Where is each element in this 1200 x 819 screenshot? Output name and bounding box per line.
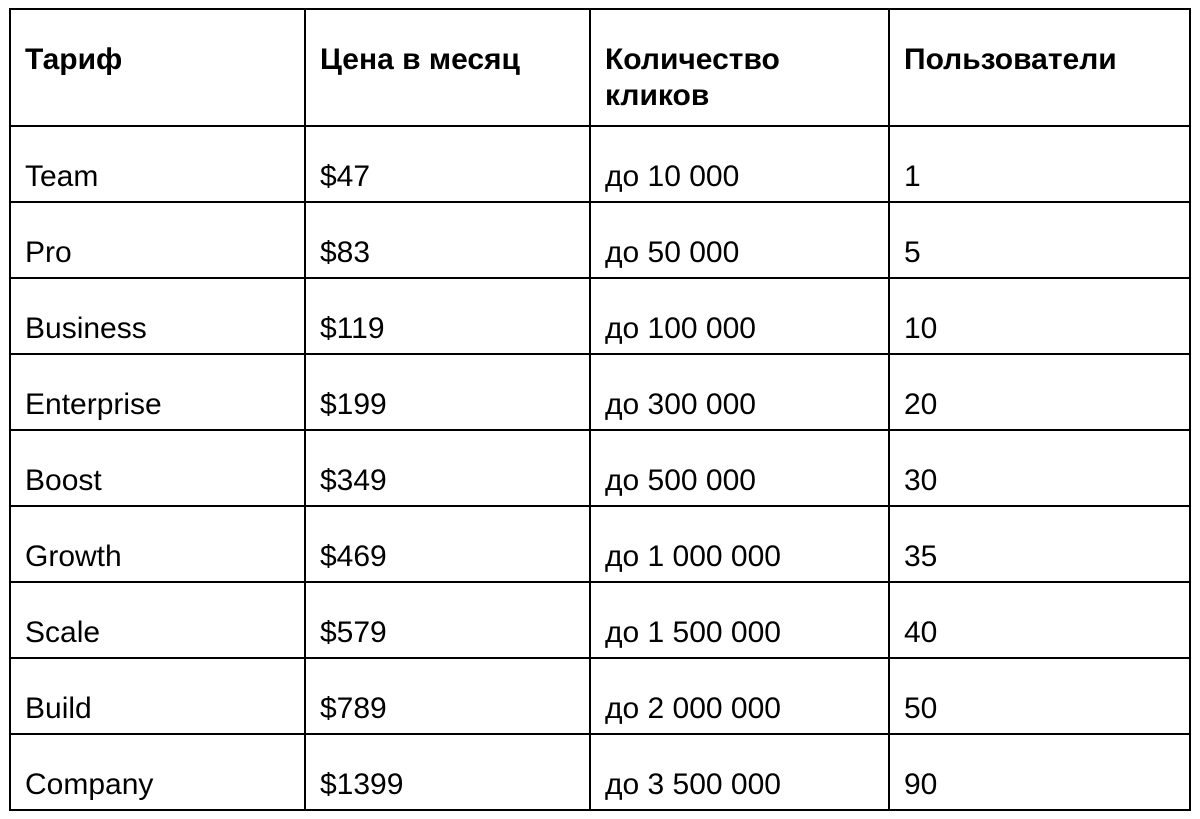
cell-price: $579 <box>305 582 590 658</box>
header-plan: Тариф <box>10 9 305 126</box>
cell-price: $789 <box>305 658 590 734</box>
cell-plan: Enterprise <box>10 354 305 430</box>
cell-clicks: до 500 000 <box>590 430 889 506</box>
header-clicks: Количество кликов <box>590 9 889 126</box>
cell-clicks: до 1 500 000 <box>590 582 889 658</box>
table-row <box>10 278 1190 354</box>
cell-users: 30 <box>889 430 1190 506</box>
cell-users: 50 <box>889 658 1190 734</box>
pricing-table <box>9 8 1191 811</box>
cell-price: $119 <box>305 278 590 354</box>
table-row <box>10 582 1190 658</box>
cell-price: $199 <box>305 354 590 430</box>
cell-plan: Company <box>10 734 305 810</box>
cell-price: $47 <box>305 126 590 202</box>
table-row <box>10 658 1190 734</box>
cell-clicks: до 50 000 <box>590 202 889 278</box>
table-row <box>10 126 1190 202</box>
cell-plan: Team <box>10 126 305 202</box>
cell-plan: Scale <box>10 582 305 658</box>
cell-plan: Business <box>10 278 305 354</box>
cell-clicks: до 1 000 000 <box>590 506 889 582</box>
cell-users: 1 <box>889 126 1190 202</box>
cell-clicks: до 2 000 000 <box>590 658 889 734</box>
table-row <box>10 430 1190 506</box>
cell-plan: Build <box>10 658 305 734</box>
cell-price: $1399 <box>305 734 590 810</box>
cell-users: 10 <box>889 278 1190 354</box>
cell-price: $349 <box>305 430 590 506</box>
cell-price: $469 <box>305 506 590 582</box>
cell-users: 20 <box>889 354 1190 430</box>
cell-users: 35 <box>889 506 1190 582</box>
cell-users: 90 <box>889 734 1190 810</box>
cell-price: $83 <box>305 202 590 278</box>
table-row <box>10 506 1190 582</box>
cell-plan: Pro <box>10 202 305 278</box>
header-price: Цена в месяц <box>305 9 590 126</box>
pricing-table-container <box>9 8 1189 812</box>
cell-users: 5 <box>889 202 1190 278</box>
cell-clicks: до 300 000 <box>590 354 889 430</box>
cell-clicks: до 3 500 000 <box>590 734 889 810</box>
cell-plan: Growth <box>10 506 305 582</box>
cell-users: 40 <box>889 582 1190 658</box>
header-users: Пользователи <box>889 9 1190 126</box>
header-row <box>10 9 1190 126</box>
cell-clicks: до 10 000 <box>590 126 889 202</box>
table-row <box>10 354 1190 430</box>
cell-plan: Boost <box>10 430 305 506</box>
table-row <box>10 202 1190 278</box>
cell-clicks: до 100 000 <box>590 278 889 354</box>
table-row <box>10 734 1190 810</box>
